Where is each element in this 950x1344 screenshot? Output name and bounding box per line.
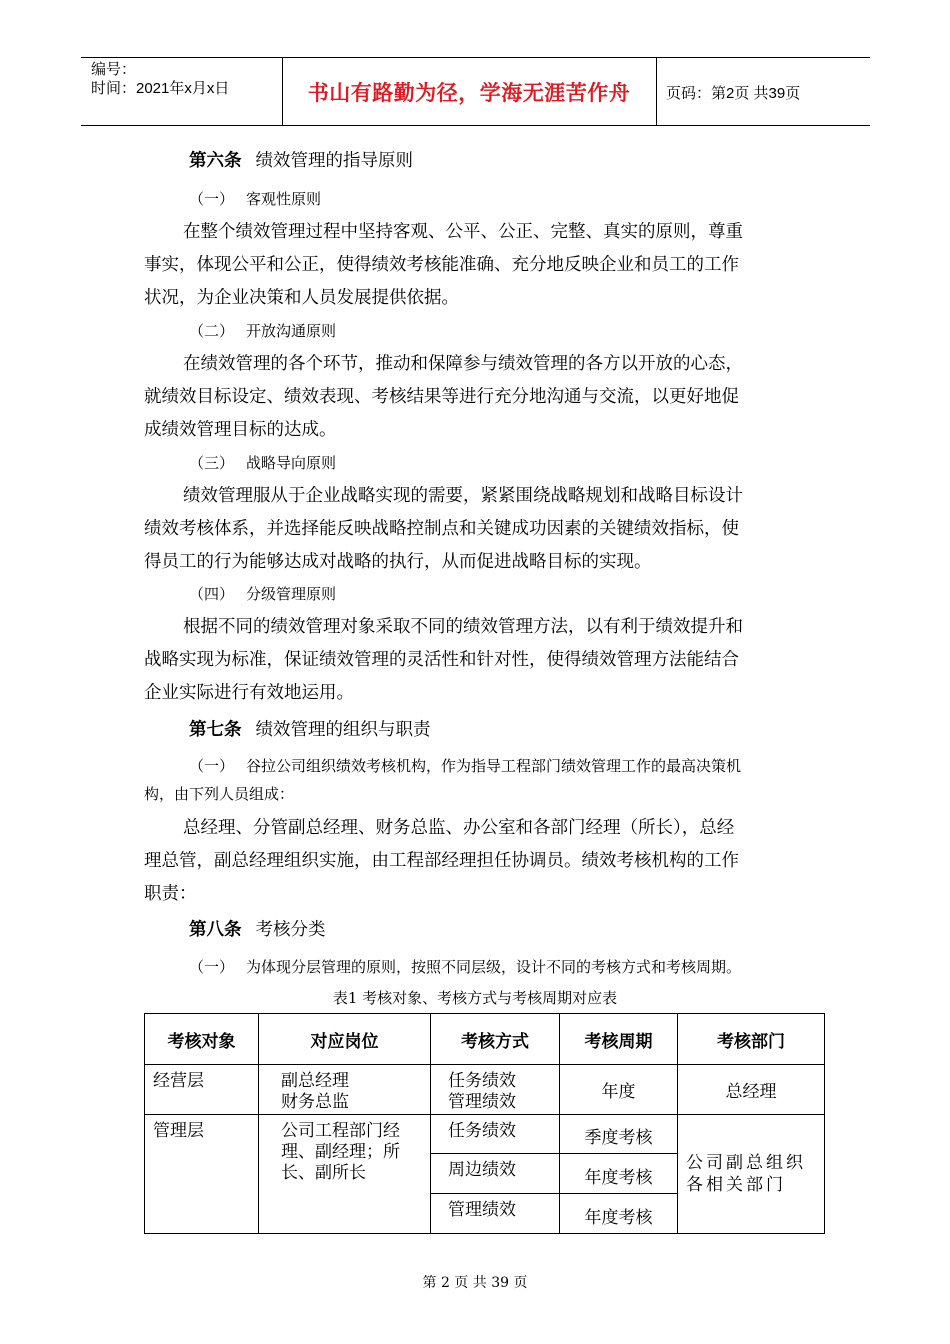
article-number: 第七条	[189, 720, 242, 740]
table-cell	[431, 1065, 560, 1115]
paragraph-line: 在整个绩效管理过程中坚持客观、公平、公正、完整、真实的原则，尊重	[183, 222, 743, 242]
sub-heading-number: （三）	[189, 454, 235, 472]
sub-heading	[189, 188, 321, 209]
column-header: 考核对象	[145, 1014, 259, 1065]
paragraph-line: 绩效考核体系，并选择能反映战略控制点和关键成功因素的关键绩效指标，使	[144, 519, 739, 539]
sub-item-text: 谷拉公司组织绩效考核机构，作为指导工程部门绩效管理工作的最高决策机	[246, 757, 742, 775]
paragraph-line: 事实，体现公平和公正，使得绩效考核能准确、充分地反映企业和员工的工作	[144, 255, 739, 275]
cycle-value: 年度考核	[584, 1168, 653, 1188]
method-line: 管理绩效	[448, 1092, 516, 1112]
article-title: 绩效管理的指导原则	[255, 151, 413, 171]
column-header: 考核周期	[560, 1014, 678, 1065]
sub-heading-number: （一）	[189, 757, 235, 775]
sub-heading	[189, 583, 336, 604]
method-line: 任务绩效	[448, 1121, 516, 1141]
article-number: 第八条	[189, 920, 242, 940]
article-title: 绩效管理的组织与职责	[255, 720, 431, 740]
table-cell	[678, 1115, 825, 1234]
column-header: 考核方式	[431, 1014, 560, 1065]
article-heading	[189, 916, 326, 941]
table-cell	[431, 1154, 560, 1194]
position-line: 副总经理	[281, 1071, 349, 1091]
sub-item-text: 为体现分层管理的原则，按照不同层级，设计不同的考核方式和考核周期。	[246, 958, 742, 976]
sub-item-line	[189, 755, 741, 776]
table-cell	[560, 1115, 678, 1154]
sub-heading-title: 分级管理原则	[246, 585, 337, 603]
table-caption: 表1 考核对象、考核方式与考核周期对应表	[332, 989, 618, 1007]
sub-heading-title: 开放沟通原则	[246, 322, 337, 340]
paragraph-line: 理总管，副总经理组织实施，由工程部经理担任协调员。绩效考核机构的工作	[144, 851, 739, 871]
paragraph-line: 企业实际进行有效地运用。	[144, 683, 354, 703]
position-line: 长、副所长	[281, 1163, 366, 1183]
paragraph-line: 就绩效目标设定、绩效表现、考核结果等进行充分地沟通与交流，以更好地促	[144, 387, 739, 407]
table-cell	[560, 1065, 678, 1115]
table-row	[145, 1115, 825, 1154]
paragraph-line: 战略实现为标准，保证绩效管理的灵活性和针对性，使得绩效管理方法能结合	[144, 650, 739, 670]
cycle-value: 季度考核	[584, 1128, 653, 1148]
header-divider	[656, 57, 657, 126]
article-title: 考核分类	[255, 920, 326, 940]
method-line: 管理绩效	[448, 1200, 516, 1220]
table-cell	[560, 1154, 678, 1194]
method-line: 任务绩效	[448, 1071, 516, 1091]
header-bottom-rule	[81, 125, 870, 126]
paragraph-line: 成绩效管理目标的达成。	[144, 420, 337, 440]
paragraph-line: 职责：	[144, 884, 197, 904]
table-cell	[145, 1065, 259, 1115]
table-cell	[678, 1065, 825, 1115]
document-date: 时间：2021年x月x日	[91, 80, 230, 97]
paragraph-line: 状况，为企业决策和人员发展提供依据。	[144, 288, 459, 308]
sub-heading-number: （四）	[189, 585, 235, 603]
paragraph-line: 根据不同的绩效管理对象采取不同的绩效管理方法，以有利于绩效提升和	[183, 617, 743, 637]
position-line: 财务总监	[281, 1092, 349, 1112]
sub-item-line	[189, 956, 741, 977]
table-cell	[145, 1115, 259, 1234]
cycle-value: 年度	[601, 1082, 636, 1102]
page-footer: 第 2 页 共 39 页	[422, 1275, 528, 1291]
column-header: 对应岗位	[259, 1014, 431, 1065]
sub-heading-number: （二）	[189, 322, 235, 340]
sub-heading-title: 客观性原则	[246, 190, 322, 208]
department-value: 总经理	[725, 1082, 777, 1102]
article-heading	[189, 716, 431, 741]
paragraph-line: 总经理、分管副总经理、财务总监、办公室和各部门经理（所长），总经	[183, 818, 735, 838]
position-line: 理、副经理；所	[281, 1142, 400, 1162]
column-header: 考核部门	[678, 1014, 825, 1065]
table-cell	[560, 1194, 678, 1234]
table-row	[145, 1065, 825, 1115]
paragraph-line: 得员工的行为能够达成对战略的执行，从而促进战略目标的实现。	[144, 552, 652, 572]
document-number-label: 编号：	[91, 61, 137, 78]
table-cell	[259, 1065, 431, 1115]
table-cell	[431, 1194, 560, 1234]
method-line: 周边绩效	[448, 1160, 516, 1180]
header-top-rule	[81, 57, 870, 58]
sub-heading	[189, 320, 336, 341]
article-heading	[189, 147, 413, 172]
paragraph-line: 在绩效管理的各个环节，推动和保障参与绩效管理的各方以开放的心态，	[183, 354, 743, 374]
position-line: 公司工程部门经	[281, 1121, 400, 1141]
page-header	[81, 57, 870, 126]
cycle-value: 年度考核	[584, 1208, 653, 1228]
article-number: 第六条	[189, 151, 242, 171]
header-page-number: 页码：第2页 共39页	[666, 85, 801, 102]
assessment-table	[144, 1013, 825, 1234]
table-cell	[431, 1115, 560, 1154]
department-line: 公司副总组织	[686, 1153, 806, 1173]
object-name: 管理层	[153, 1121, 204, 1141]
sub-heading-number: （一）	[189, 190, 235, 208]
sub-heading-number: （一）	[189, 958, 235, 976]
department-line: 各相关部门	[686, 1175, 786, 1195]
sub-heading-title: 战略导向原则	[246, 454, 337, 472]
table-cell	[259, 1115, 431, 1234]
table-header-row	[145, 1014, 825, 1065]
header-meta	[91, 60, 229, 98]
sub-heading	[189, 452, 336, 473]
object-name: 经营层	[153, 1071, 204, 1091]
paragraph-line: 绩效管理服从于企业战略实现的需要，紧紧围绕战略规划和战略目标设计	[183, 486, 743, 506]
header-motto: 书山有路勤为径，学海无涯苦作舟	[307, 81, 631, 105]
sub-item-line: 构，由下列人员组成：	[144, 785, 295, 803]
